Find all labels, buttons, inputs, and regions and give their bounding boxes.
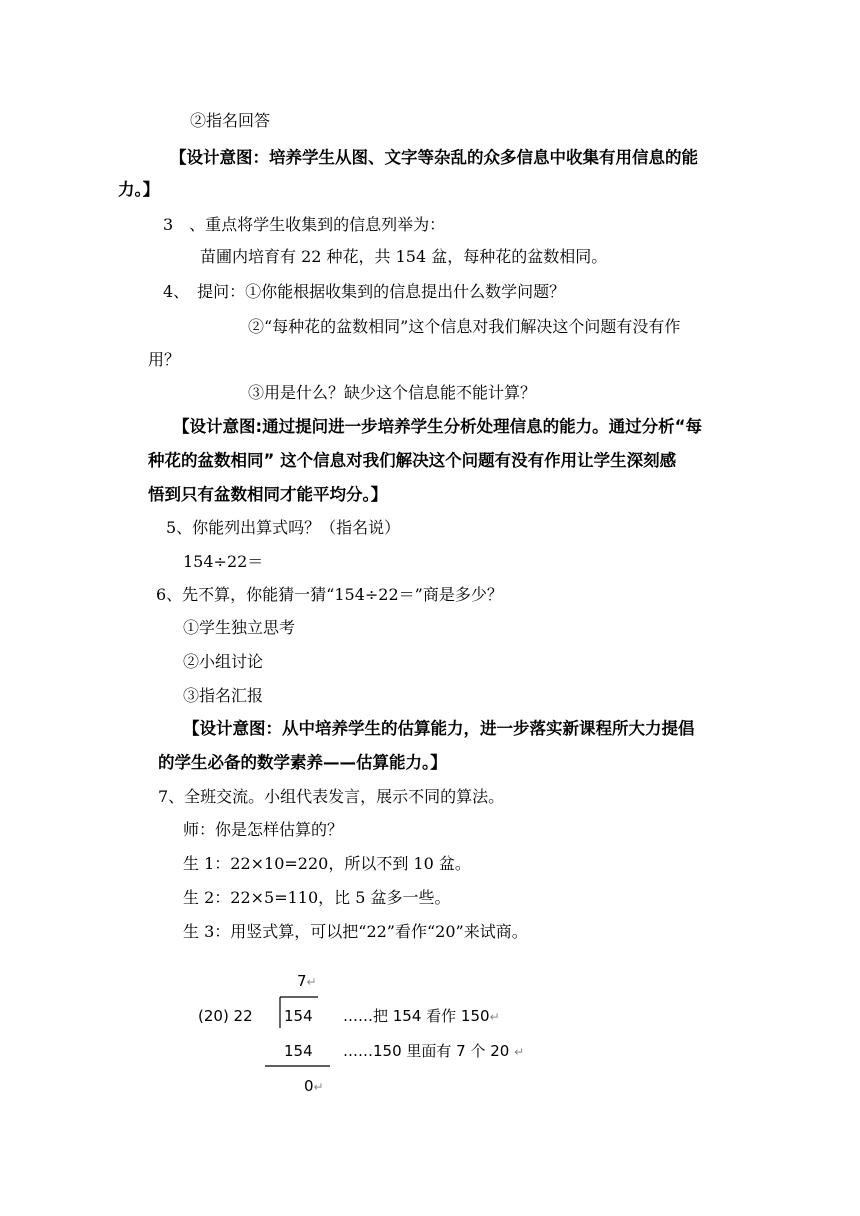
teacher-question: 师：你是怎样估算的？ [183,820,344,839]
student-2: 生 2：22×5=110，比 5 盆多一些。 [183,888,451,907]
design-intent-2-line-1: 【设计意图:通过提问进一步培养学生分析处理信息的能力。通过分析“每 [173,417,702,436]
divisor: (20) 22 [198,1007,253,1025]
step-3: 3 、重点将学生收集到的信息列举为： [163,215,446,234]
step-5: 5、你能列出算式吗？（指名说） [166,518,401,537]
question-2-line-1: ②“每种花的盆数相同”这个信息对我们解决这个问题有没有作 [248,317,681,336]
design-intent-3-line-1: 【设计意图：从中培养学生的估算能力，进一步落实新课程所大力提倡 [183,719,695,738]
step-4: 4、 提问：①你能根据收集到的信息提出什么数学问题？ [163,282,566,301]
product: 154 [284,1042,313,1060]
dividend: 154 [284,1007,313,1025]
student-3: 生 3：用竖式算，可以把“22”看作“20”来试商。 [183,922,528,941]
step-6: 6、先不算，你能猜一猜“154÷22＝”商是多少？ [156,585,503,604]
remainder: 0↵ [304,1077,324,1095]
design-intent-1-line-1: 【设计意图：培养学生从图、文字等杂乱的众多信息中收集有用信息的能 [170,148,698,167]
quotient: 7↵ [297,972,317,990]
report-by-name: ③指名汇报 [183,686,264,705]
question-2-line-2: 用？ [148,350,181,369]
design-intent-1-line-2: 力。】 [118,180,160,199]
expression: 154÷22＝ [183,552,264,571]
design-intent-2-line-2: 种花的盆数相同” 这个信息对我们解决这个问题有没有作用让学生深刻感 [148,451,677,470]
group-discussion: ②小组讨论 [183,652,264,671]
design-intent-2-line-3: 悟到只有盆数相同才能平均分。】 [148,485,388,504]
info-list: 苗圃内培育有 22 种花，共 154 盆，每种花的盆数相同。 [200,247,608,266]
student-1: 生 1：22×10=220，所以不到 10 盆。 [183,854,471,873]
design-intent-3-line-2: 的学生必备的数学素养——估算能力。】 [158,753,447,772]
think-independently: ①学生独立思考 [183,618,296,637]
question-3: ③用是什么？缺少这个信息能不能计算？ [248,383,537,402]
note-approximate: ……把 154 看作 150↵ [343,1007,500,1025]
step-7: 7、全班交流。小组代表发言，展示不同的算法。 [158,787,505,806]
step-answer-by-name: ②指名回答 [190,111,271,130]
note-count: ……150 里面有 7 个 20 ↵ [343,1042,525,1060]
